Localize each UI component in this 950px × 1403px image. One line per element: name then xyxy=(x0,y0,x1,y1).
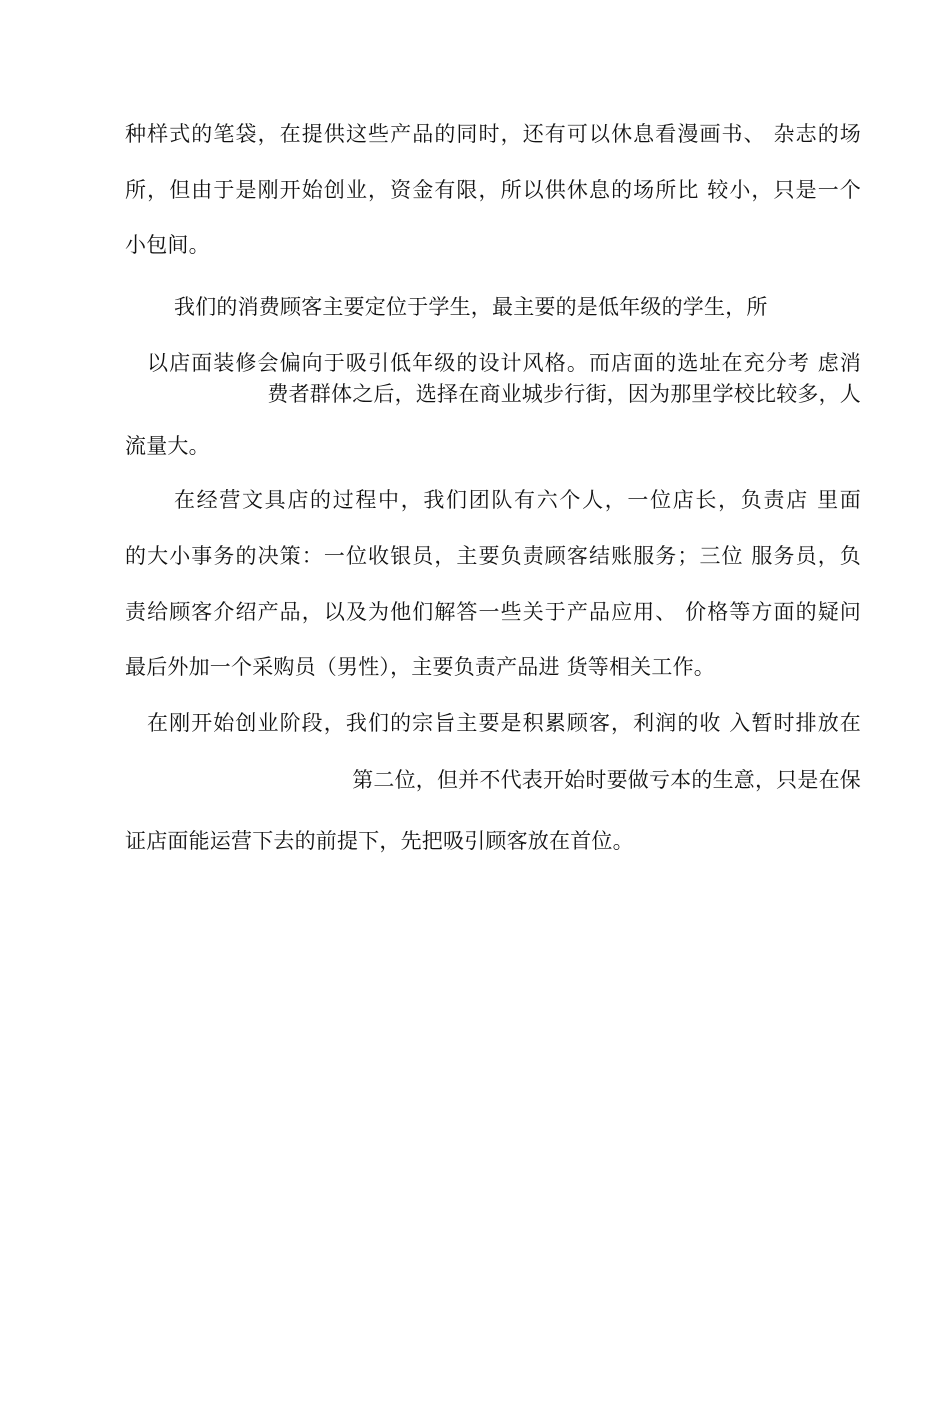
text-line: 第二位，但并不代表开始时要做亏本的生意，只是在保 xyxy=(352,768,861,792)
text-line: 在经营文具店的过程中，我们团队有六个人，一位店长，负责店 里面 xyxy=(174,488,861,512)
text-line: 小包间。 xyxy=(125,233,210,257)
text-line: 所，但由于是刚开始创业，资金有限，所以供休息的场所比 较小，只是一个 xyxy=(125,178,861,202)
text-line: 最后外加一个采购员（男性），主要负责产品进 货等相关工作。 xyxy=(125,655,715,679)
text-line: 证店面能运营下去的前提下，先把吸引顾客放在首位。 xyxy=(125,829,634,853)
text-line: 以店面装修会偏向于吸引低年级的设计风格。而店面的选址在充分考 虑消 xyxy=(147,351,861,375)
text-line: 我们的消费顾客主要定位于学生，最主要的是低年级的学生，所 xyxy=(174,295,768,319)
text-line: 流量大。 xyxy=(125,434,210,458)
text-line: 在刚开始创业阶段，我们的宗旨主要是积累顾客，利润的收 入暂时排放在 xyxy=(147,711,861,735)
text-line: 的大小事务的决策：一位收银员，主要负责顾客结账服务；三位 服务员，负 xyxy=(125,544,861,568)
text-line: 种样式的笔袋，在提供这些产品的同时，还有可以休息看漫画书、 杂志的场 xyxy=(125,122,861,146)
text-line: 责给顾客介绍产品，以及为他们解答一些关于产品应用、 价格等方面的疑问 xyxy=(125,600,861,624)
text-line: 费者群体之后，选择在商业城步行街，因为那里学校比较多，人 xyxy=(267,382,861,406)
